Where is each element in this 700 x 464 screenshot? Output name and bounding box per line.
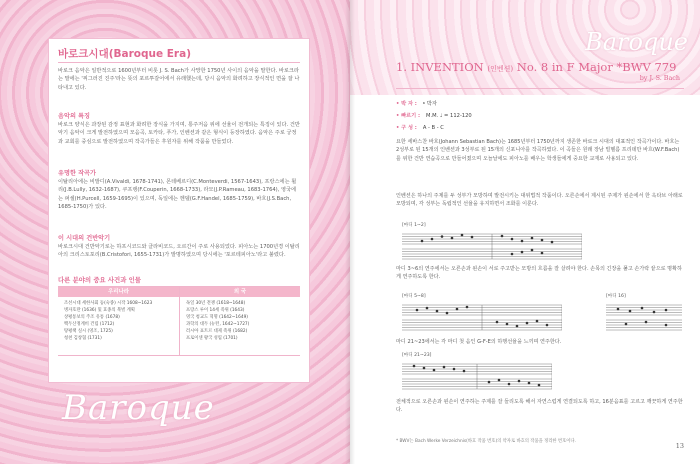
info-value: A - B - C [422,125,444,131]
list-item: 프랑스 루이 14세 즉위 (1643) [186,308,245,314]
measure-label: [마디 5~8] [402,294,426,299]
world-column-header: 외 국 [180,287,300,297]
book-gutter [345,0,355,464]
list-item: 탕평책 실시 (영조, 1725) [64,329,113,335]
info-value: M.M. ♩ = 112-120 [426,113,472,119]
right-page [350,0,700,464]
paragraph-measures-3-6: 마디 3~6의 연주에서는 오른손과 왼손이 서로 주고받는 모방의 흐름을 잘 살려야 한다. 손목의 긴장을 풀고 손가락 끝으로 명확하게 연주하도록 한다. [396,266,682,281]
list-item: 프로이센 왕국 성립 (1701) [186,336,238,342]
korea-column [58,287,179,355]
paragraph-measures-21-23: 마디 21~23에서는 각 마디 첫 음인 G-F-E의 하행선율을 느끼며 연주한다. [396,339,562,345]
score-excerpt-3 [606,301,682,331]
measure-label: [마디 21~23] [402,353,432,358]
baroque-decorative-title: Baroque [62,388,215,428]
piece-info [396,98,472,134]
title-divider [396,88,684,89]
world-column [179,287,300,355]
heading-composers: 유명한 작곡가 [58,170,97,177]
heading-music-features: 음악의 특징 [58,113,91,120]
info-form [396,122,472,134]
info-label: • 빠르기 : [396,113,421,119]
list-item: 러시아 표트르 대제 즉위 (1682) [186,329,248,335]
paragraph-bach: 요한 세바스찬 바흐(Johann Sebastian Bach)는 1685년부터 1750년까지 생존한 바로크 시대의 대표적인 작곡가이다. 바흐는 2성부로 된 15개의 인벤션과 3성부로 된 15개의 신포니아를 작곡하였다. 이 곡들은 원래 장남 빌헬름 프리데만 바흐(W.F.Bach)를 위한 건반 연습곡으로 만들어졌으며 오늘날에도 피아노를 배우는 학생들에게 중요한 교재로 사용되고 있다. [396,139,680,162]
paragraph-music-features: 바로크 양식은 과장된 감정 표현과 화려한 장식을 가지며, 통주저음 위에 선율이 전개되는 특징이 있다. 건반악기 음악이 크게 발전하였으며 모음곡, 토카타, 푸가, 인벤션과 같은 형식이 등장하였다. 음악은 주로 궁정과 교회를 중심으로 발전하였으며 작곡가들은 후원자를 위해 작품을 만들었다. [58,122,300,145]
piece-title-en: INVENTION [410,60,484,74]
measure-label: [마디 16] [606,294,626,299]
related-events-title: 다른 분야의 중요 사건과 인물 [58,276,141,284]
paragraph-keyboard: 바로크시대 건반악기로는 하프시코드와 클라비코드, 오르간이 주로 사용되었다. 피아노는 1700년경 이탈리아의 크리스토포리(B.Cristofori, 1655-1731)가 발명하였으며 당시에는 '포르테피아노'라고 불렸다. [58,244,300,259]
info-label: • 구 성 : [396,125,417,131]
list-item: 조선시대 세한사회 등(숙종) 시작 1608~1623 [64,301,153,306]
measure-label: [마디 1~2] [402,223,426,228]
info-label: • 박 자 : [396,101,417,107]
list-item: 영국 청교도 혁명 (1642~1649) [186,315,248,321]
score-excerpt-2 [402,301,562,331]
list-item: 상평통보의 주조 유통 (1678) [64,315,120,321]
page-number: 13 [675,442,684,450]
score-excerpt-4 [402,360,552,390]
world-list [180,297,300,346]
baroque-header-word: Baroque [585,28,688,56]
paragraph-conclusion: 전체적으로 오른손과 왼손이 연주하는 주제를 잘 들리도록 해서 자연스럽게 연결되도록 하고, 16분음표를 고르고 깨끗하게 연주한다. [396,399,683,414]
related-events-table [58,286,300,356]
list-item: 과학의 대두 (뉴턴, 1642~1727) [186,322,250,328]
title-divider [58,62,300,63]
list-item: 백두산정계비 건립 (1712) [64,322,115,328]
info-meter [396,98,472,110]
list-item: 독일 30년 전쟁 (1618~1648) [186,301,246,306]
piece-number: 1. [396,60,407,74]
list-item: 청천 김창협 (1731) [64,336,102,342]
heading-keyboard: 이 시대의 건반악기 [58,235,111,242]
piece-title [396,60,686,74]
piece-title-rest: No. 8 in F Major *BWV 779 [516,60,677,74]
info-value: 𝄴 박자 [422,101,437,107]
paragraph-composers: 이탈리아에는 비발디(A.Vivaldi, 1678-1741), 몬테베르디(C.Monteverdi, 1567-1643), 프랑스에는 륄리(J.B.Lully, 1632-1687), 쿠프랭(F.Couperin, 1668-1733), 라모(J.P.Rameau, 1683-1764), 영국에는 퍼셀(H.Purcell, 1659-1695)이 있으며, 독일에는 헨델(G.F.Handel, 1685-1759), 바흐(J.S.Bach, 1685-1750)가 있다. [58,179,297,211]
list-item: 병자호란 (1636) 및 효종의 북벌 계획 [64,308,135,314]
score-excerpt-1 [402,230,582,260]
left-page-title: 바로크시대(Baroque Era) [58,48,191,60]
info-tempo [396,110,472,122]
korea-list [58,297,179,346]
paragraph-invention: 인벤션은 하나의 주제를 두 성부가 모방하며 발전시키는 대위법적 작품이다. 오른손에서 제시된 주제가 왼손에서 한 옥타브 아래로 모방되며, 각 성부는 독립적인 선율을 유지하면서 조화를 이룬다. [396,193,683,208]
footnote: * BWV는 Bach Werke Verzeichnis(바흐 작품 번호)의 약자로 바흐의 작품을 정리한 번호이다. [396,439,576,444]
piece-title-ko: (인벤션) [487,65,514,73]
korea-column-header: 우리나라 [58,287,179,297]
intro-paragraph: 바로크 음악은 일반적으로 1600년부터 비롯 J. S. Bach가 사망한 1750년 사이의 음악을 말한다. 바로크라는 말에는 '찌그러진 진주'라는 뜻의 포르투갈어에서 유래했는데, 당시 음악의 화려하고 장식적인 면을 잘 나타내고 있다. [58,68,300,91]
composer: by J. S. Bach [639,74,680,82]
